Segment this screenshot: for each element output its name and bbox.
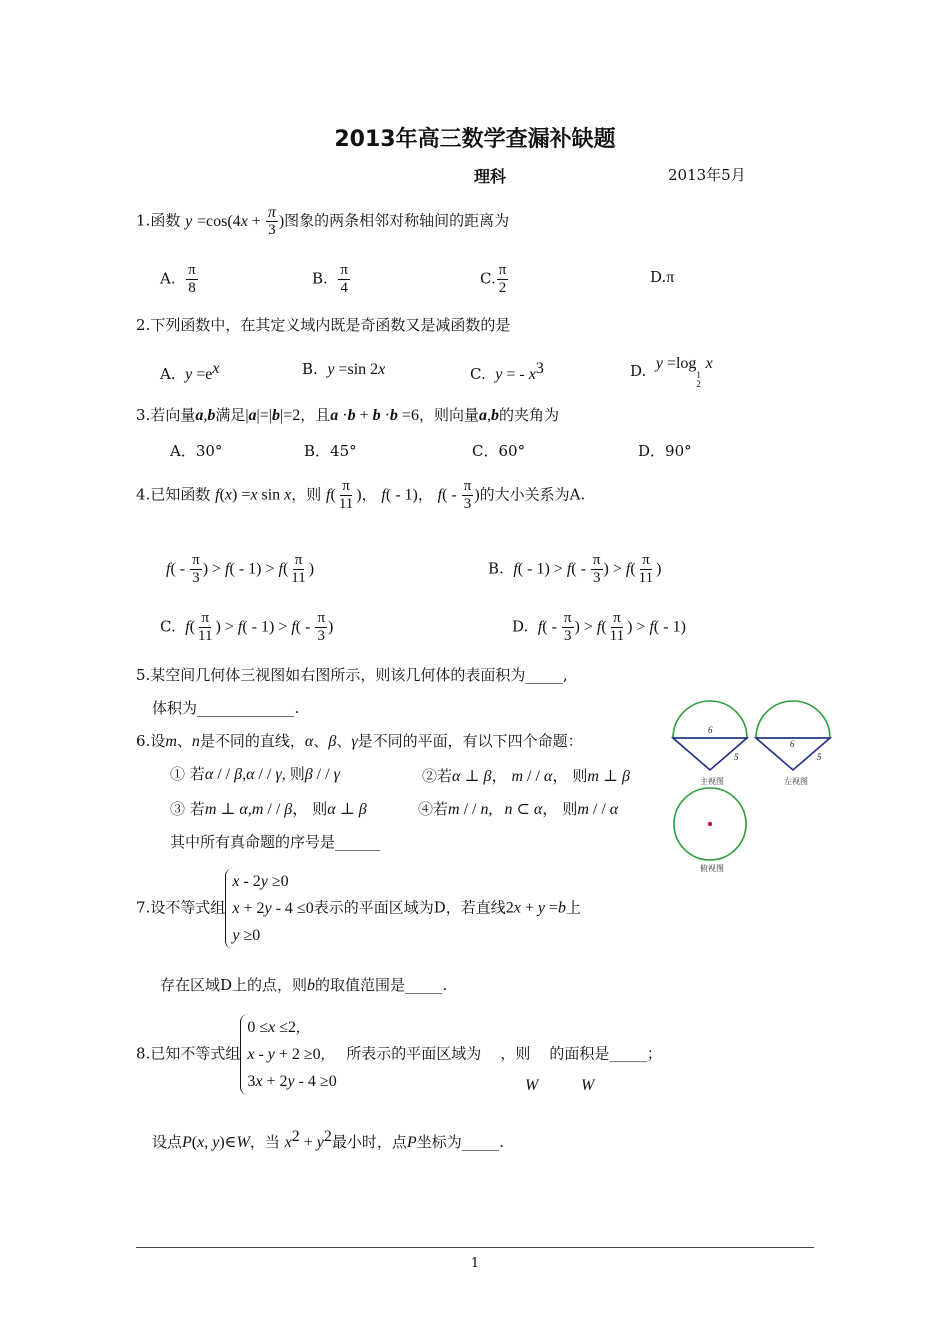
- option-label: B.: [302, 360, 318, 378]
- question-text: 已知函数: [150, 485, 211, 504]
- question-3: 3.若向量a,b满足|a|=|b|=2，且a ·b + b ·b =6，则向量a,b的夹角为: [136, 406, 559, 424]
- question-text: 是不同的直线，: [199, 732, 305, 750]
- question-text: 的取值范围是_____.: [315, 976, 448, 994]
- option-b: [312, 262, 351, 297]
- option-label: B.: [488, 559, 504, 578]
- question-text: 下列函数中，在其定义域内既是奇函数又是减函数的是: [150, 316, 511, 334]
- question-7: 7.设不等式组 x - 2y ≥0 x + 2y - 4 ≤0 y ≥0 表示的平面区域为D，若直线2x + y =b上: [136, 868, 581, 949]
- page-subtitle: 理科: [474, 167, 507, 186]
- question-text: ，则: [291, 485, 322, 504]
- option-value: 2: [498, 280, 507, 296]
- option-label: D.: [512, 617, 529, 636]
- inequality-system: x - 2y ≥0 x + 2y - 4 ≤0 y ≥0: [225, 868, 313, 949]
- side-view-arc: [756, 701, 830, 738]
- option-value: π: [340, 262, 348, 278]
- side-slant-label: 5: [817, 752, 822, 762]
- question-4: 4.已知函数 f(x) =x sin x，则 f( $\frac{\pi}{11}$ )， f( - 1)， f( - $\frac{\pi}{3}$ )的大小关系为A.: [136, 478, 586, 512]
- option-value: 8: [188, 280, 196, 296]
- option-d: D．90°: [638, 442, 692, 460]
- proposition-3: ③ 若m ⊥ α,m / / β， 则α ⊥ β: [170, 800, 367, 818]
- inequality-system: 0 ≤x ≤2, x - y + 2 ≥0, 3x + 2y - 4 ≥0: [240, 1014, 336, 1095]
- proposition-text: 若: [189, 765, 205, 783]
- proposition-2: ②若α ⊥ β， m / / α， 则m ⊥ β: [422, 767, 630, 785]
- question-text: 、: [336, 732, 352, 750]
- question-5: 5.某空间几何体三视图如右图所示，则该几何体的表面积为_____,: [136, 666, 568, 684]
- question-text: 已知不等式组: [150, 1044, 241, 1063]
- option-b: B．45°: [304, 442, 357, 460]
- side-width-label: 6: [790, 739, 795, 749]
- question-text: 表示的平面区域为D，若直线: [313, 898, 506, 917]
- side-view: [756, 701, 830, 786]
- proposition-1: ① 若α / / β,α / / γ, 则β / / γ: [170, 765, 340, 783]
- option-d: D. y =log 1 2 x: [630, 355, 713, 389]
- side-view-label: 左视图: [784, 777, 808, 786]
- question-text: 图象的两条相邻对称轴间的距离为: [284, 211, 510, 230]
- footer-divider: [136, 1247, 814, 1248]
- front-width-label: 6: [708, 725, 713, 735]
- question-text: 的大小关系为A.: [479, 485, 586, 504]
- question-number: 2.: [136, 316, 151, 334]
- option-b: B. y =sin 2x: [302, 360, 386, 378]
- question-text: 设不等式组: [150, 898, 226, 917]
- proposition-4: ④若m / / n, n ⊂ α， 则m / / α: [418, 800, 619, 818]
- proposition-text: 则: [562, 800, 578, 818]
- question-number: 8.: [136, 1044, 151, 1063]
- question-text: ，: [417, 485, 433, 504]
- question-1: [136, 204, 509, 239]
- question-number: 7.: [136, 898, 151, 917]
- option-d: [650, 268, 674, 287]
- proposition-text: 则: [312, 800, 328, 818]
- question-7-line2: 存在区域D上的点，则b的取值范围是_____.: [160, 976, 448, 994]
- question-text: 满足: [215, 406, 246, 424]
- page-number: 1: [470, 1256, 480, 1271]
- question-text: 坐标为_____.: [416, 1133, 504, 1151]
- option-label: A.: [160, 365, 176, 383]
- option-label: B.: [312, 269, 328, 288]
- option-label: D.: [630, 362, 647, 380]
- formula: y =cos(4x + $\frac{\pi}{3}$ ): [185, 204, 285, 238]
- question-text: ，且: [300, 406, 331, 424]
- front-view-label: 主视图: [700, 777, 724, 786]
- page-title: 2013年高三数学查漏补缺题: [334, 127, 616, 152]
- question-text: ，则: [500, 1044, 531, 1063]
- question-number: 3.: [136, 406, 151, 424]
- option-a: f( - $\frac{\pi}{3}$ ) > f( - 1) > f( $\frac{\pi}{11}$ ): [166, 552, 315, 586]
- question-text: 、: [176, 732, 192, 750]
- option-b: B. f( - 1) > f( - $\frac{\pi}{3}$ ) > f( $\frac{\pi}{11}$ ): [488, 552, 662, 586]
- option-a: A. $y =e^x$: [160, 360, 220, 383]
- question-text: 的面积是_____；: [549, 1044, 662, 1063]
- proposition-text: 若: [189, 800, 205, 818]
- question-text: 存在区域D上的点，则: [160, 976, 308, 994]
- question-text: 上: [566, 898, 582, 917]
- question-number: 4.: [136, 485, 151, 504]
- top-view-label: 俯视图: [700, 864, 724, 873]
- option-value: π: [498, 262, 507, 278]
- question-text: 设: [150, 732, 166, 750]
- option-value: π: [666, 269, 675, 286]
- front-slant-label: 5: [734, 752, 739, 762]
- option-a: [160, 262, 199, 297]
- option-d: D. f( - $\frac{\pi}{3}$ ) > f( $\frac{\pi}{11}$ ) > f( - 1): [512, 610, 686, 644]
- proposition-text: 若: [437, 767, 453, 785]
- question-6: 6.设m、n是不同的直线，α、β、γ是不同的平面，有以下四个命题：: [136, 732, 583, 750]
- option-a: A．30°: [170, 442, 223, 460]
- proposition-mark: ④: [418, 800, 434, 818]
- option-value: 4: [340, 280, 348, 296]
- option-value: π: [188, 262, 196, 278]
- option-label: C.: [470, 365, 486, 383]
- proposition-text: 则: [572, 767, 588, 785]
- question-2: [136, 314, 510, 335]
- region-symbol-w: W: [581, 1077, 595, 1094]
- question-text: 函数: [150, 211, 181, 230]
- proposition-text: 若: [433, 800, 449, 818]
- region-symbol-w: W: [525, 1077, 539, 1094]
- question-text: ，: [361, 485, 377, 504]
- option-label: A.: [160, 269, 176, 288]
- question-text: 是不同的平面，有以下四个命题：: [357, 732, 583, 750]
- question-number: 6.: [136, 732, 151, 750]
- question-6-footer: 其中所有真命题的序号是______: [170, 833, 381, 851]
- proposition-mark: ②: [422, 767, 438, 785]
- proposition-mark: ①: [170, 765, 186, 783]
- proposition-text: 则: [289, 765, 305, 783]
- proposition-mark: ③: [170, 800, 186, 818]
- option-label: D.: [650, 268, 667, 286]
- page-date: 2013年5月: [668, 166, 746, 184]
- question-text: 、: [313, 732, 329, 750]
- question-text: ，当: [249, 1133, 280, 1151]
- question-text: ，则向量: [418, 406, 479, 424]
- option-c: [480, 262, 509, 297]
- question-number: 1.: [136, 211, 151, 230]
- question-text: 的夹角为: [498, 406, 559, 424]
- option-label: C.: [160, 617, 176, 636]
- front-view: [673, 701, 747, 786]
- top-view: [674, 788, 746, 873]
- top-view-center-dot: [708, 822, 712, 826]
- option-label: C.: [480, 269, 496, 288]
- question-text: 所表示的平面区域为: [346, 1044, 482, 1063]
- option-c: C. y = - $x^3$: [470, 360, 544, 383]
- option-c: C. f( $\frac{\pi}{11}$ ) > f( - 1) > f( - $\frac{\pi}{3}$ ): [160, 610, 334, 644]
- question-text: 设点: [152, 1133, 183, 1151]
- three-view-figure: [668, 698, 834, 878]
- question-5-volume: 体积为_____________.: [152, 699, 300, 717]
- option-c: C．60°: [472, 442, 526, 460]
- question-8-line2: 设点P(x, y)∈W，当 $x^2 + y^2$最小时，点P坐标为_____.: [152, 1128, 504, 1151]
- question-text: 若向量: [150, 406, 196, 424]
- question-text: 最小时，点: [331, 1133, 407, 1151]
